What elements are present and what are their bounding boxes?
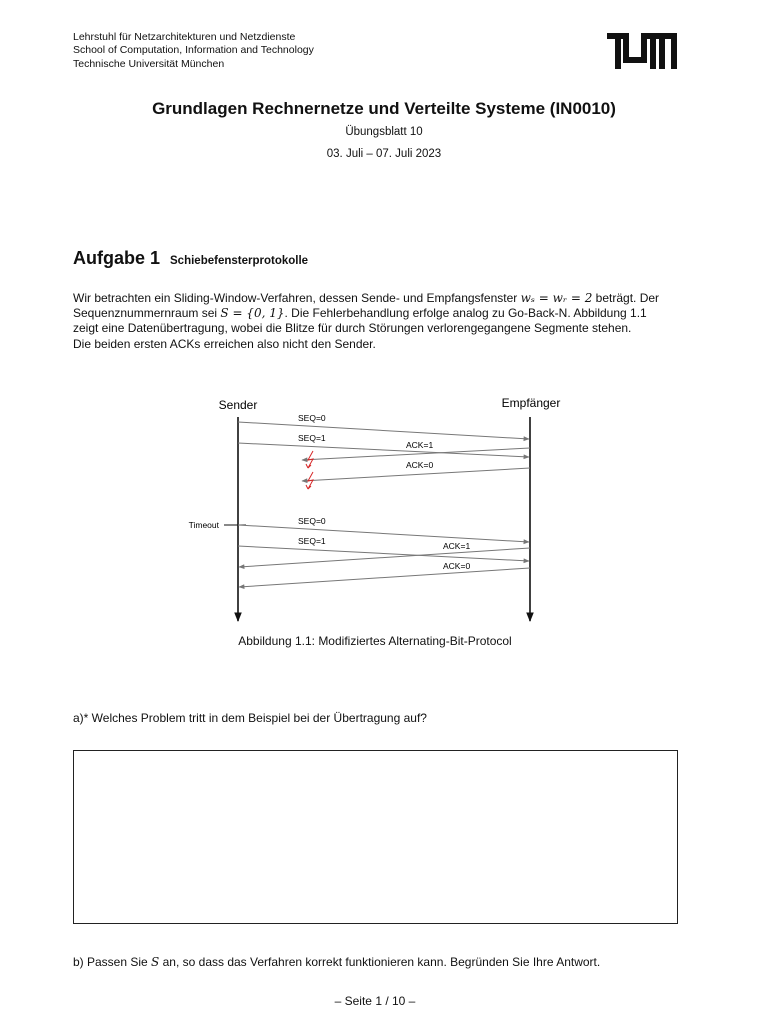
answer-box-a[interactable] — [73, 750, 678, 924]
label-ack1-second: ACK=1 — [443, 541, 471, 551]
arrow-seq0-first — [238, 422, 529, 439]
date-range: 03. Juli – 07. Juli 2023 — [326, 148, 442, 160]
arrow-ack1-second — [239, 548, 530, 567]
intro-line-3: zeigt eine Datenübertragung, wobei die Blitze für durch Störungen verlorengegangene Segmente stehen. — [73, 321, 632, 336]
timeout-label: Timeout — [188, 520, 219, 530]
receiver-label: Empfänger — [501, 396, 561, 410]
label-seq1-first: SEQ=1 — [298, 433, 326, 443]
arrow-seq0-retransmit — [238, 525, 529, 542]
task-title: Schiebefensterprotokolle — [170, 255, 309, 267]
arrow-seq1-retransmit — [238, 546, 529, 561]
task-intro — [73, 291, 685, 352]
sender-label: Sender — [218, 398, 258, 412]
question-b: b) Passen Sie S an, so dass das Verfahren korrekt funktionieren kann. Begründen Sie Ihre Antwort. — [73, 955, 601, 969]
intro-line-4: Die beiden ersten ACKs erreichen also nicht den Sender. — [73, 336, 376, 351]
sheet-label: Übungsblatt 10 — [345, 126, 423, 138]
institution-line-2: School of Computation, Information and Technology — [73, 44, 314, 57]
page-footer: – Seite 1 / 10 – — [334, 994, 416, 1008]
label-ack1-first: ACK=1 — [406, 440, 434, 450]
label-seq0-first: SEQ=0 — [298, 413, 326, 423]
institution-line-1: Lehrstuhl für Netzarchitekturen und Netzdienste — [73, 31, 296, 43]
label-seq1-retransmit: SEQ=1 — [298, 536, 326, 546]
figure-caption: Abbildung 1.1: Modifiziertes Alternating-Bit-Protocol — [238, 634, 512, 648]
label-ack0-second: ACK=0 — [443, 561, 471, 571]
sequence-diagram — [0, 390, 768, 630]
question-a: a)* Welches Problem tritt in dem Beispiel bei der Übertragung auf? — [73, 711, 427, 725]
institution-line-3: Technische Universität München — [73, 57, 225, 70]
seq-space-formula: S = {0, 1} — [220, 306, 285, 321]
tum-logo — [607, 33, 677, 69]
task-heading — [73, 248, 308, 269]
arrow-ack0-second — [239, 568, 530, 587]
institution-block — [73, 31, 314, 71]
label-seq0-retransmit: SEQ=0 — [298, 516, 326, 526]
task-number: Aufgabe 1 — [73, 248, 161, 268]
label-ack0-first: ACK=0 — [406, 460, 434, 470]
intro-line-2: Sequenznummernraum sei S = {0, 1}. Die Fehlerbehandlung erfolge analog zu Go-Back-N. Abbildung 1.1 — [73, 306, 647, 321]
window-size-formula: wₛ = wᵣ = 2 — [520, 291, 593, 305]
page-title: Grundlagen Rechnernetze und Verteilte Systeme (IN0010) — [152, 99, 616, 118]
intro-line-1: Wir betrachten ein Sliding-Window-Verfahren, dessen Sende- und Empfangsfenster wₛ = wᵣ = 2 beträgt. Der — [73, 291, 660, 305]
